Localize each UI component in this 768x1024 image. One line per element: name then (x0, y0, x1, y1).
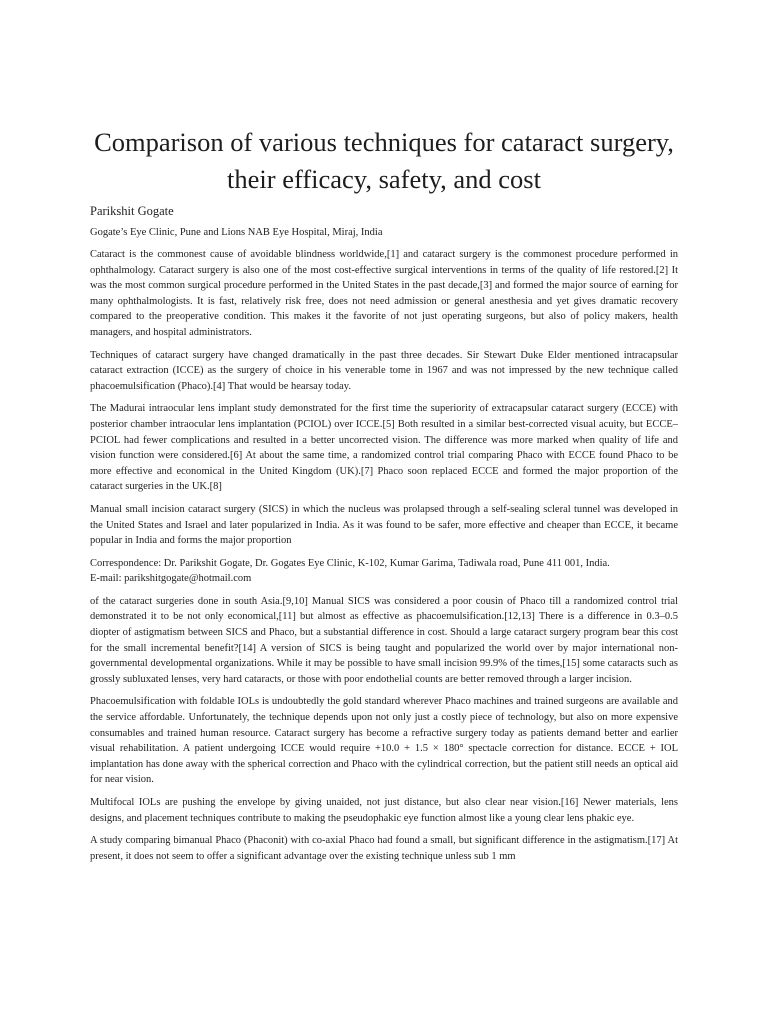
correspondence-note (90, 556, 678, 587)
title-line-2: their efficacy, safety, and cost (227, 164, 541, 194)
author-affiliation: Gogate’s Eye Clinic, Pune and Lions NAB Eye Hospital, Miraj, India (90, 227, 383, 238)
title-line-1: Comparison of various techniques for cataract surgery, (94, 127, 674, 157)
paragraph: Techniques of cataract surgery have changed dramatically in the past three decades. Sir Stewart Duke Elder mentioned intracapsular cataract extraction (ICCE) as the surgery of choice in his venerable tome in 1967 and was not impressed by the new technique called phacoemulsification (Phaco).[4] That would be hearsay today. (90, 349, 678, 392)
paragraph: Cataract is the commonest cause of avoidable blindness worldwide,[1] and cataract surgery is the commonest procedure performed in ophthalmology. Cataract surgery is also one of the most cost-effective surgical interventions in terms of the quality of life restored.[2] It was the most common surgical procedure performed in the United States in the past decade,[3] and formed the major source of earning for many ophthalmologists. It is fast, relatively risk free, does not need admission or general anesthesia and yet gives dramatic recovery compared to the preoperative condition. This makes it the favorite of not just operating surgeons, but also of policy makers, health managers, and hospital administrators. (90, 249, 678, 338)
author-name: Parikshit Gogate (90, 204, 174, 218)
correspondence-address: Correspondence: Dr. Parikshit Gogate, Dr. Gogates Eye Clinic, K-102, Kumar Garima, Tadiwala road, Pune 411 001, India. (90, 557, 610, 569)
paragraph: Multifocal IOLs are pushing the envelope by giving unaided, not just distance, but also clear near vision.[16] Newer materials, lens designs, and placement techniques contribute to making the pseudophakic eye function almost like a young clear lens phakic eye. (90, 797, 678, 824)
paragraph: Manual small incision cataract surgery (SICS) in which the nucleus was prolapsed through a self-sealing scleral tunnel was developed in the United States and Israel and later popularized in India. As it was found to be safer, more effective and cheaper than ECCE, it became popular in India and forms the major proportion (90, 503, 678, 547)
paragraph: A study comparing bimanual Phaco (Phaconit) with co-axial Phaco had found a small, but significant difference in the astigmatism.[17] At present, it does not seem to offer a significant advantage over the existing technique unless sub 1 mm (90, 835, 678, 862)
article-body (90, 247, 678, 871)
correspondence-email: E-mail: parikshitgogate@hotmail.com (90, 573, 252, 585)
paragraph: Phacoemulsification with foldable IOLs is undoubtedly the gold standard wherever Phaco machines and trained surgeons are available and the service affordable. Unfortunately, the technique depends upon not only just a costly piece of technology, but also on more expensive consumables and trained human resource. Cataract surgery has become a refractive surgery today as patients demand better and earlier visual rehabilitation. A patient undergoing ICCE would require +10.0 + 1.5 × 180° spectacle correction for distance. ECCE + IOL implantation has done away with the spherical correction and Phaco with the cylindrical correction, but the patient still needs an optical aid for near vision. (90, 696, 678, 786)
article-title (90, 124, 678, 198)
paragraph: of the cataract surgeries done in south Asia.[9,10] Manual SICS was considered a poor cousin of Phaco till a randomized control trial demonstrated it to be not only economical,[11] but almost as effective as phacoemulsification.[12,13] There is a difference in 0.3–0.5 diopter of astigmatism between SICS and Phaco, but a substantial difference in cost. Should a large cataract surgery program bear this cost for the small incremental benefit?[14] A version of SICS is being taught and popularized the world over by major international non-governmental developmental organizations. While it may be possible to have small incision 99.9% of the times,[15] some cataracts such as grossly subluxated lenses, very hard cataracts, or those with poor endothelial counts are better removed through a larger incision. (90, 595, 678, 685)
paragraph: The Madurai intraocular lens implant study demonstrated for the first time the superiority of extracapsular cataract surgery (ECCE) with posterior chamber intraocular lens implantation (PCIOL) over ICCE.[5] Both resulted in a similar best-corrected visual acuity, but ECCE–PCIOL had fewer complications and resulted in a better uncorrected vision. The difference was more marked when quality of life and vision function were considered.[6] At about the same time, a randomized control trial comparing Phaco with ECCE found Phaco to be more effective and economical in the United Kingdom (UK).[7] Phaco soon replaced ECCE and formed the major proportion of the cataract surgeries in the UK.[8] (90, 403, 678, 493)
